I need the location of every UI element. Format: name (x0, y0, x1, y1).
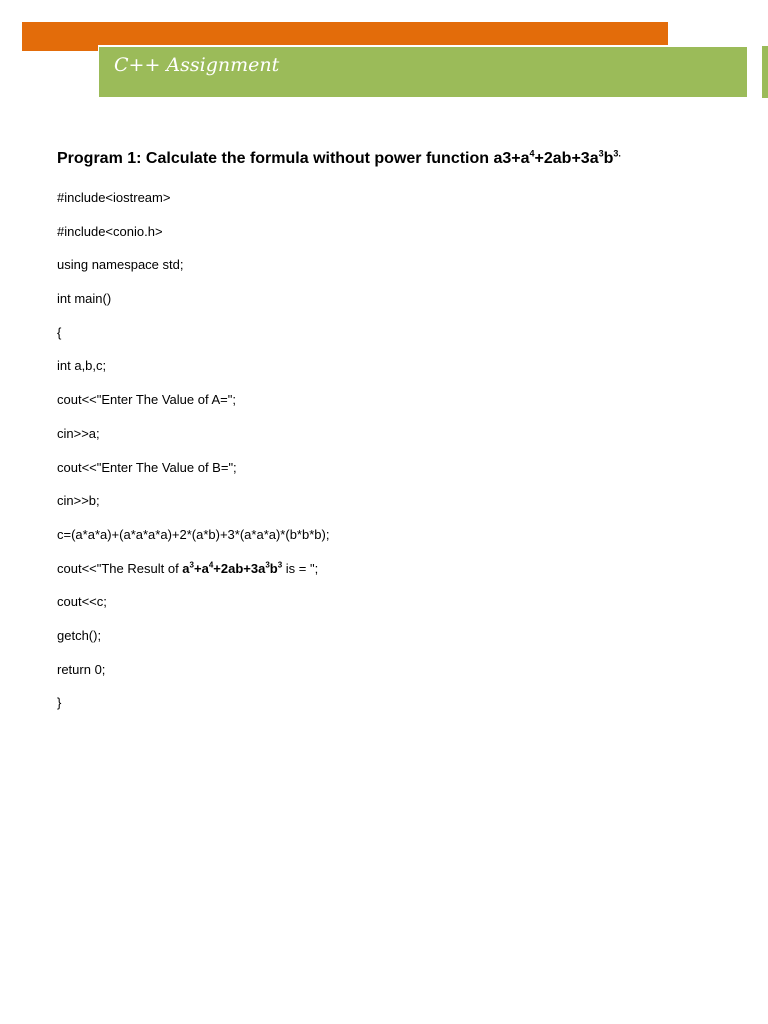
formula-part: a (182, 560, 190, 576)
header-accent-bar (22, 22, 668, 45)
result-suffix: is = "; (282, 560, 319, 576)
heading-exponent-1: 4 (529, 148, 535, 159)
result-formula (182, 561, 282, 576)
code-line: using namespace std; (57, 257, 184, 273)
heading-exponent-2: 3 (598, 148, 604, 159)
code-line: return 0; (57, 661, 106, 677)
heading-text-3: b (603, 150, 614, 167)
code-line-result (57, 560, 329, 594)
code-line: #include<conio.h> (57, 223, 163, 239)
code-listing (57, 189, 329, 728)
code-line: int main() (57, 291, 112, 307)
document-title: C++ Assignment (114, 54, 280, 76)
formula-part: +a (193, 560, 209, 576)
code-line: cout<<"Enter The Value of B="; (57, 459, 237, 475)
formula-part: b (269, 560, 278, 576)
code-line: cout<<"Enter The Value of A="; (57, 392, 236, 408)
formula-exponent: 3 (189, 560, 194, 570)
code-line: cin>>b; (57, 493, 100, 509)
code-line: getch(); (57, 627, 102, 643)
code-line: int a,b,c; (57, 358, 107, 374)
code-line: cin>>a; (57, 425, 100, 441)
heading-exponent-3: 3. (613, 148, 621, 159)
code-line: c=(a*a*a)+(a*a*a*a)+2*(a*b)+3*(a*a*a)*(b*b*b); (57, 526, 330, 542)
header-accent-step (22, 45, 98, 51)
formula-exponent: 3 (277, 560, 283, 570)
code-line: } (57, 695, 62, 711)
code-line: { (57, 324, 62, 340)
program-heading (57, 150, 621, 168)
formula-exponent: 4 (208, 560, 214, 570)
result-prefix: cout<<"The Result of (57, 560, 183, 576)
code-line: cout<<c; (57, 594, 107, 610)
heading-text: Program 1: Calculate the formula without power function a3+a (57, 150, 530, 167)
header-title-bar-edge (762, 46, 768, 98)
formula-exponent: 3 (265, 560, 270, 570)
code-line: #include<iostream> (57, 190, 171, 205)
formula-part: +2ab+3a (213, 560, 266, 576)
heading-text-2: +2ab+3a (534, 150, 599, 167)
